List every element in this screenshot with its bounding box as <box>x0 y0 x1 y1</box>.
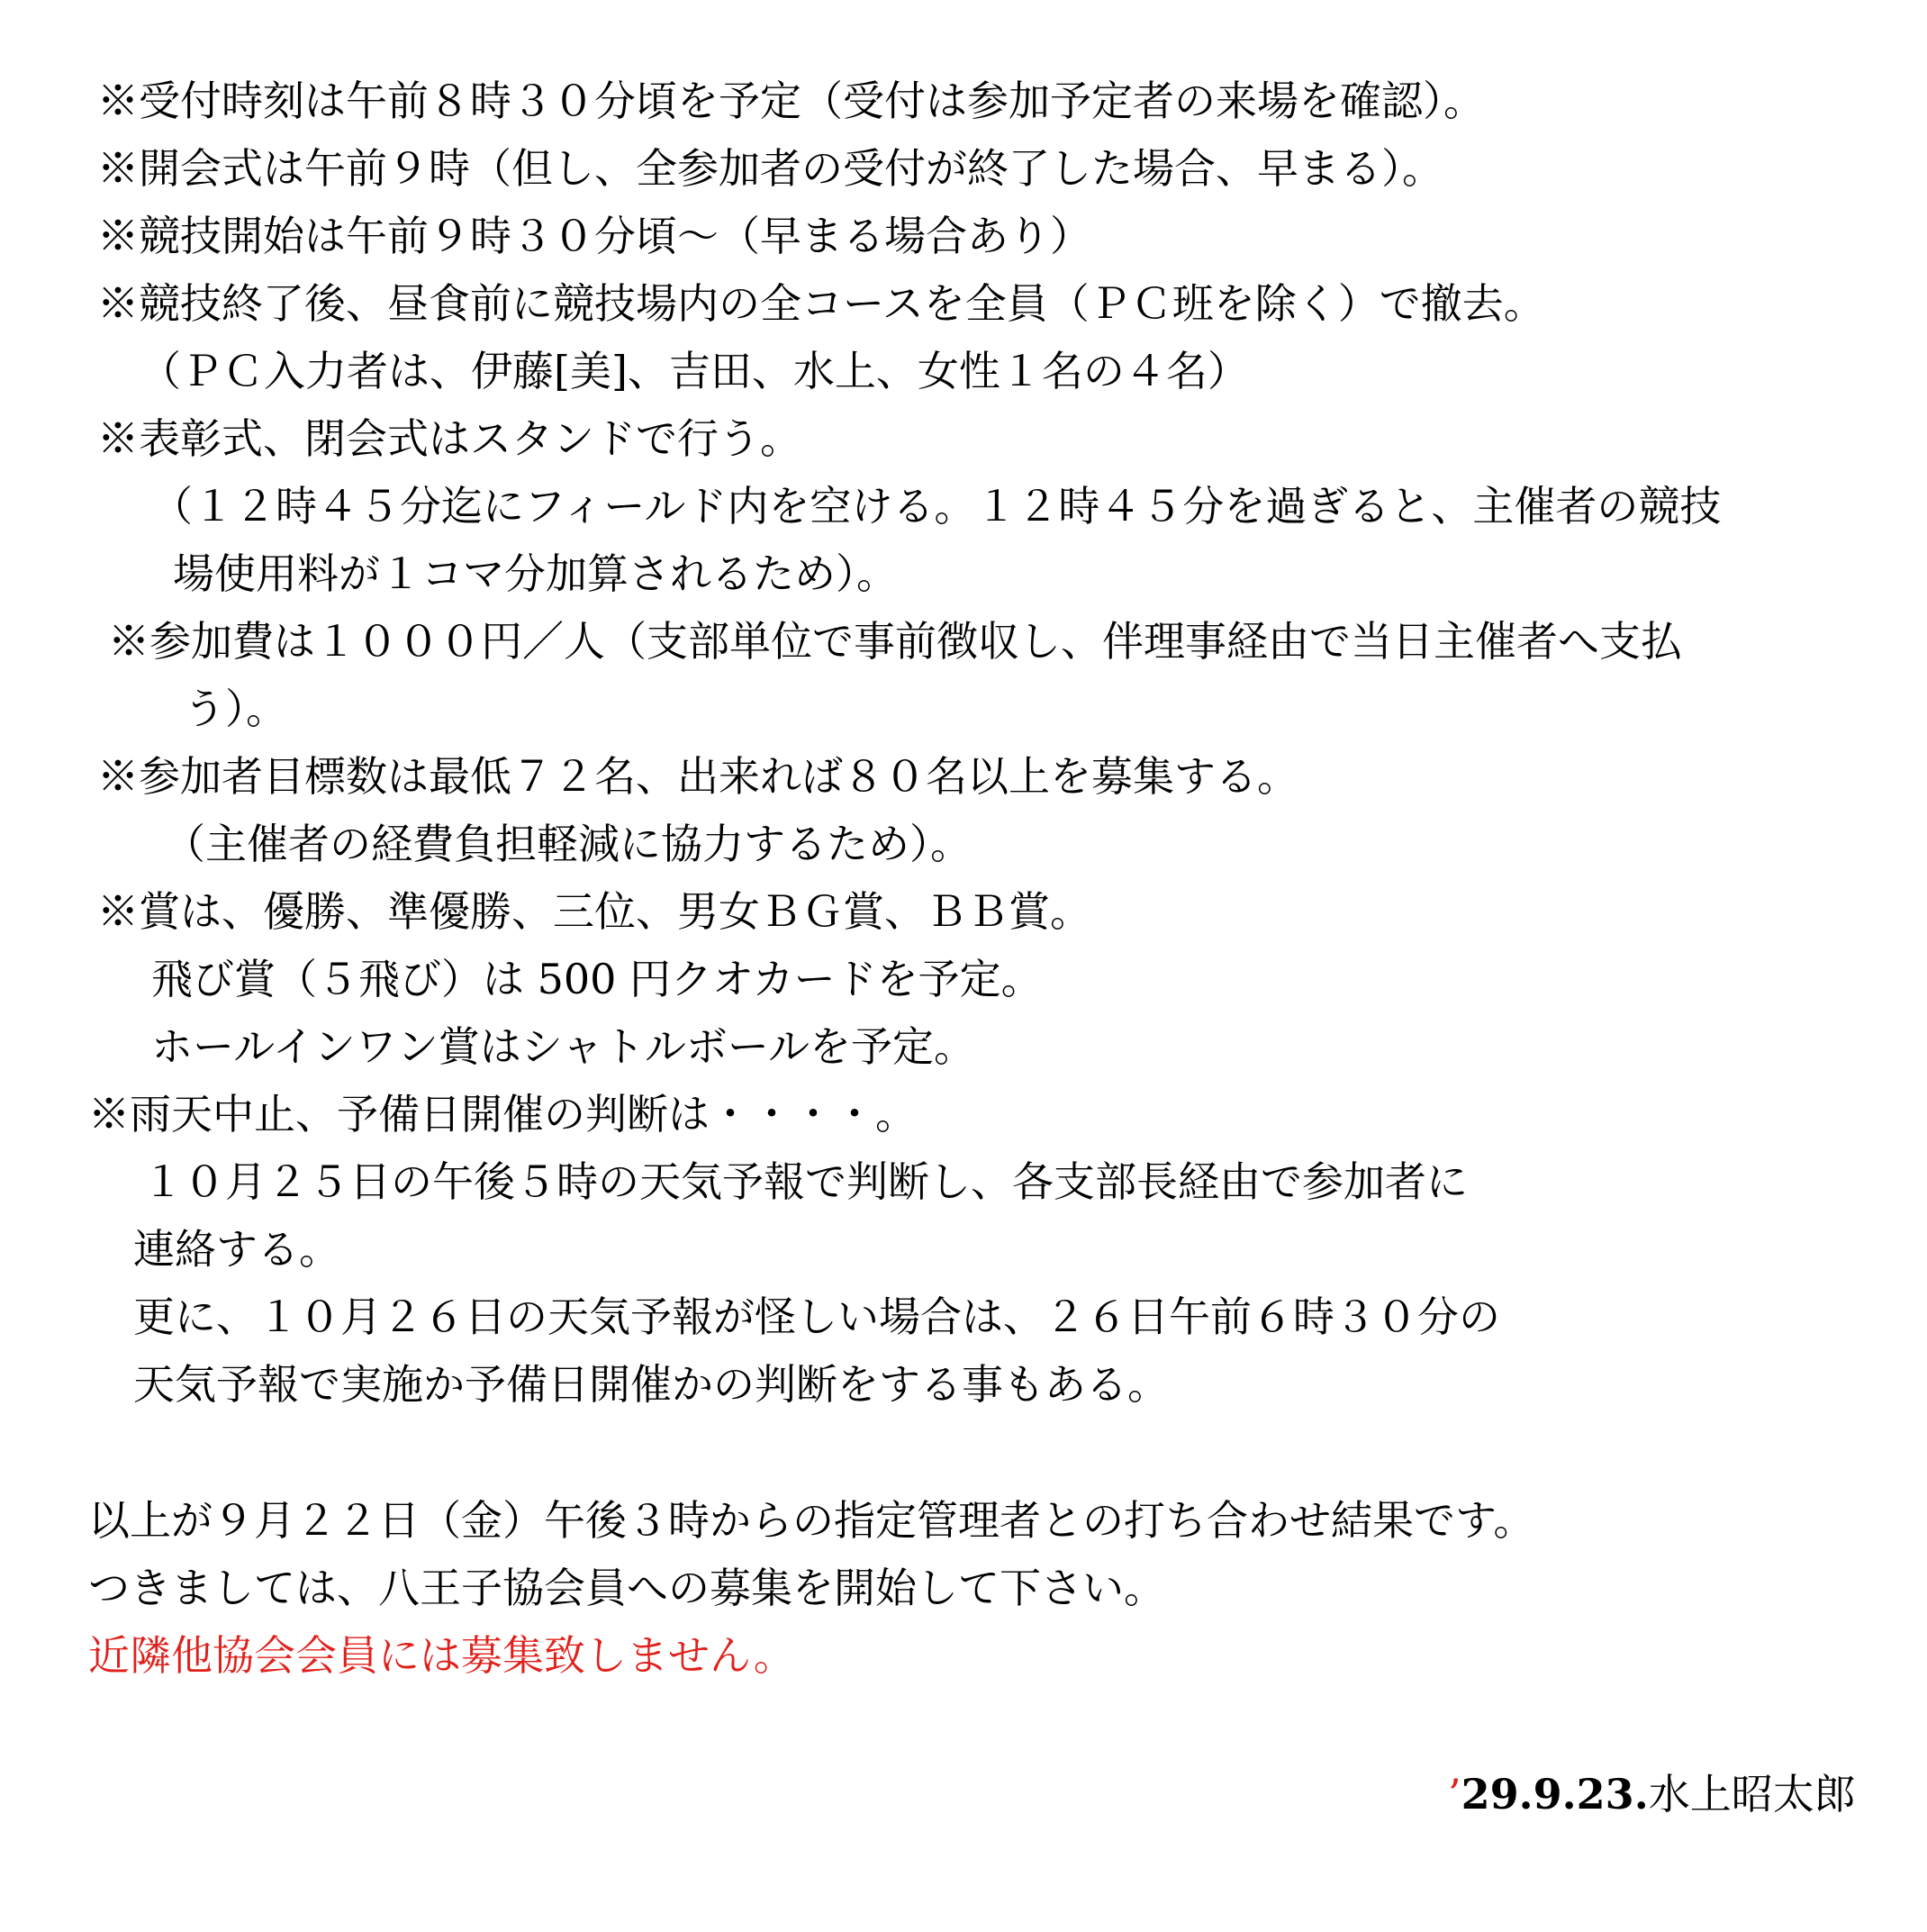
note-fee-1: ※参加費は１０００円／人（支部単位で事前徴収し、伴理事経由で当日主催者へ支払 <box>108 617 1682 666</box>
signature-quote-mark: ’ <box>1448 1770 1461 1819</box>
signature-name: 水上昭太郎 <box>1648 1770 1856 1819</box>
note-rain-decision-detail-3: 更に、１０月２６日の天気予報が怪しい場合は、２６日午前６時３０分の <box>133 1293 1500 1341</box>
note-course-removal: ※競技終了後、昼食前に競技場内の全コースを全員（ＰＣ班を除く）で撤去。 <box>97 279 1545 328</box>
note-field-clear-2: 場使用料が１コマ分加算されるため）。 <box>173 549 898 598</box>
note-opening-ceremony: ※開会式は午前９時（但し、全参加者の受付が終了した場合、早まる）。 <box>97 144 1443 193</box>
notice-no-neighbors: 近隣他協会会員には募集致しません。 <box>88 1631 795 1680</box>
note-participant-target: ※参加者目標数は最低７２名、出来れば８０名以上を募集する。 <box>97 752 1298 801</box>
note-hole-in-one-award: ホールインワン賞はシャトルボールを予定。 <box>151 1022 975 1071</box>
closing-request: つきましては、八王子協会員への募集を開始して下さい。 <box>88 1564 1165 1612</box>
note-reception-time: ※受付時刻は午前８時３０分頃を予定（受付は参加予定者の来場を確認）。 <box>97 77 1485 125</box>
signature-date: 29.9.23. <box>1461 1770 1649 1819</box>
note-rain-decision-detail-4: 天気予報で実施か予備日開催かの判断をする事もある。 <box>133 1360 1169 1409</box>
note-competition-start: ※競技開始は午前９時３０分頃～（早まる場合あり） <box>97 212 1091 260</box>
note-rain-decision-detail-2: 連絡する。 <box>133 1225 340 1274</box>
signature <box>1448 1767 1856 1821</box>
note-awards: ※賞は、優勝、準優勝、三位、男女ＢＧ賞、ＢＢ賞。 <box>97 887 1091 936</box>
note-rain-decision: ※雨天中止、予備日開催の判断は・・・・。 <box>88 1090 917 1138</box>
note-rain-decision-detail-1: １０月２５日の午後５時の天気予報で判断し、各支部長経由で参加者に <box>142 1157 1468 1206</box>
note-field-clear-1: （１２時４５分迄にフィールド内を空ける。１２時４５分を過ぎると、主催者の競技 <box>151 482 1722 531</box>
note-award-ceremony: ※表彰式、閉会式はスタンドで行う。 <box>97 414 801 463</box>
closing-summary: 以上が９月２２日（金）午後３時からの指定管理者との打ち合わせ結果です。 <box>88 1496 1535 1545</box>
note-participant-reason: （主催者の経費負担軽減に協力するため）。 <box>164 820 972 868</box>
note-fee-2: う）。 <box>184 685 287 733</box>
note-tobi-award: 飛び賞（５飛び）は 500 円クオカードを予定。 <box>151 955 1043 1003</box>
note-pc-operators: （ＰＣ入力者は、伊藤[美]、吉田、水上、女性１名の４名） <box>140 347 1249 395</box>
